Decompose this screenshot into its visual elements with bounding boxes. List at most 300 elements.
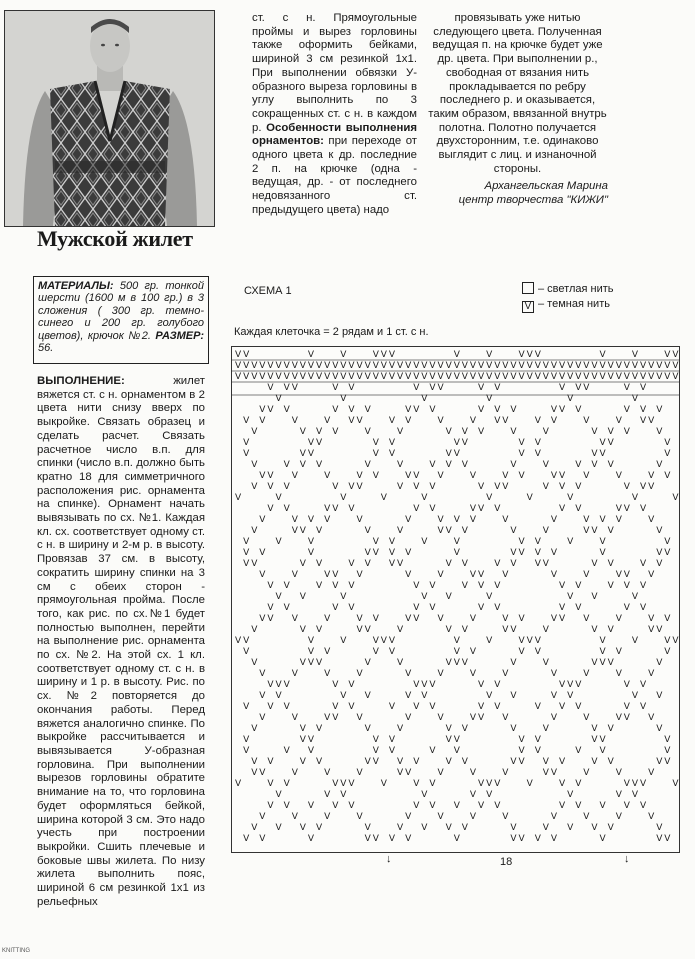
dark-thread-mark: V [542, 724, 549, 734]
dark-thread-mark: V [251, 559, 258, 569]
dark-thread-mark: V [364, 460, 371, 470]
dark-thread-mark: V [251, 460, 258, 470]
dark-thread-mark: V [413, 581, 420, 591]
dark-thread-mark: V [291, 669, 298, 679]
dark-thread-mark: V [599, 636, 606, 646]
dark-thread-mark: V [445, 592, 452, 602]
dark-thread-mark: V [550, 361, 558, 371]
dark-thread-mark: V [623, 383, 630, 393]
dark-thread-mark: V [429, 504, 436, 514]
dark-thread-mark: V [631, 350, 639, 360]
dark-thread-mark: V [648, 416, 655, 426]
dark-thread-mark: V [640, 680, 647, 690]
dark-thread-mark: V [486, 592, 493, 602]
dark-thread-mark: V [550, 834, 558, 844]
dark-thread-mark: V [575, 746, 582, 756]
dark-thread-mark: V [518, 350, 525, 360]
dark-thread-mark: V [542, 658, 549, 668]
dark-thread-mark: V [502, 515, 509, 525]
dark-thread-mark: V [640, 581, 647, 591]
dark-thread-mark: V [486, 790, 493, 800]
dark-thread-mark: V [388, 361, 396, 371]
dark-thread-mark: V [534, 372, 541, 382]
dark-thread-mark: V [364, 724, 371, 734]
dark-thread-mark: V [397, 460, 404, 470]
dark-thread-mark: V [332, 372, 339, 382]
dark-thread-mark: V [615, 515, 622, 525]
dark-thread-mark: V [332, 482, 339, 492]
dark-thread-mark: V [267, 702, 274, 712]
dark-thread-mark: V [461, 823, 468, 833]
dark-thread-mark: V [534, 834, 541, 844]
dark-thread-mark: V [526, 636, 533, 646]
dark-thread-mark: V [599, 449, 606, 459]
dark-thread-mark: V [534, 438, 541, 448]
dark-thread-mark: V [299, 559, 306, 569]
dark-thread-mark: V [421, 823, 428, 833]
dark-thread-mark: V [599, 834, 606, 844]
dark-thread-mark: V [510, 834, 517, 844]
dark-thread-mark: V [534, 548, 541, 558]
dark-thread-mark: V [348, 361, 355, 371]
dark-thread-mark: V [461, 625, 468, 635]
dark-thread-mark: V [559, 614, 566, 624]
dark-thread-mark: V [510, 372, 517, 382]
dark-thread-mark: V [388, 636, 396, 646]
dark-thread-mark: V [648, 482, 655, 492]
dark-thread-mark: V [591, 625, 598, 635]
knitting-scheme-grid [231, 346, 680, 853]
dark-thread-mark: V [640, 779, 647, 789]
dark-thread-mark: V [494, 383, 501, 393]
dark-thread-mark: V [324, 768, 331, 778]
dark-thread-mark: V [340, 592, 347, 602]
dark-thread-mark: V [388, 350, 396, 360]
dark-thread-mark: V [469, 504, 477, 514]
dark-thread-mark: V [607, 526, 614, 536]
dark-thread-mark: V [486, 394, 493, 404]
dark-thread-mark: V [275, 691, 282, 701]
dark-thread-mark: V [518, 361, 525, 371]
dark-thread-mark: V [332, 702, 339, 712]
dark-thread-mark: V [259, 570, 266, 580]
dark-thread-mark: V [332, 603, 339, 613]
dark-thread-mark: V [583, 713, 590, 723]
execution-text [37, 375, 205, 909]
dark-thread-mark: V [615, 790, 622, 800]
size-value: 56. [38, 342, 54, 355]
dark-thread-mark: V [494, 603, 501, 613]
dark-thread-mark: V [324, 790, 331, 800]
dark-thread-mark: V [664, 438, 671, 448]
dark-thread-mark: V [453, 735, 460, 745]
dark-thread-mark: V [445, 361, 452, 371]
dark-thread-mark: V [251, 625, 258, 635]
dark-thread-mark: V [623, 372, 630, 382]
dark-thread-mark: V [388, 746, 396, 756]
dark-thread-mark: V [502, 625, 509, 635]
dark-thread-mark: V [453, 372, 460, 382]
dark-thread-mark: V [486, 372, 493, 382]
dark-thread-mark: V [664, 361, 671, 371]
dark-thread-mark: V [251, 724, 258, 734]
dark-thread-mark: V [542, 482, 549, 492]
dark-thread-mark: V [453, 647, 460, 657]
dark-thread-mark: V [421, 592, 428, 602]
dark-thread-mark: V [316, 757, 323, 767]
dark-thread-mark: V [502, 669, 509, 679]
dark-thread-mark: V [575, 361, 582, 371]
column-2-text [252, 12, 417, 218]
dark-thread-mark: V [356, 515, 363, 525]
dark-thread-mark: V [559, 702, 566, 712]
dark-thread-mark: V [494, 801, 501, 811]
dark-thread-mark: V [583, 526, 590, 536]
dark-thread-mark: V [364, 548, 371, 558]
dark-thread-mark: V [291, 361, 298, 371]
dark-thread-mark: V [267, 471, 274, 481]
dark-thread-mark: V [550, 515, 558, 525]
dark-thread-mark: V [388, 449, 396, 459]
dark-thread-mark: V [567, 823, 574, 833]
dark-thread-mark: V [259, 471, 266, 481]
dark-thread-mark: V [664, 746, 671, 756]
scheme-title: СХЕМА 1 [244, 285, 292, 297]
dark-thread-mark: V [348, 603, 355, 613]
dark-thread-mark: V [591, 449, 598, 459]
dark-thread-mark: V [332, 779, 339, 789]
dark-thread-mark: V [429, 361, 436, 371]
dark-thread-mark: V [478, 603, 485, 613]
dark-thread-mark: V [388, 416, 396, 426]
dark-thread-mark: V [567, 592, 574, 602]
dark-thread-mark: V [413, 383, 420, 393]
dark-thread-mark: V [542, 823, 549, 833]
legend-light [522, 282, 613, 295]
dark-thread-mark: V [324, 372, 331, 382]
dark-thread-mark: V [235, 636, 242, 646]
dark-thread-mark: V [656, 405, 663, 415]
dark-thread-mark: V [324, 416, 331, 426]
dark-thread-mark: V [583, 515, 590, 525]
dark-thread-mark: V [429, 460, 436, 470]
dark-thread-mark: V [413, 504, 420, 514]
dark-thread-mark: V [299, 449, 306, 459]
dark-thread-mark: V [307, 658, 315, 668]
dark-thread-mark: V [283, 372, 290, 382]
dark-thread-mark: V [437, 570, 444, 580]
dark-thread-mark: V [340, 372, 347, 382]
dark-thread-mark: V [607, 361, 614, 371]
dark-thread-mark: V [478, 801, 485, 811]
dark-thread-mark: V [591, 361, 598, 371]
dark-thread-mark: V [631, 779, 639, 789]
dark-thread-mark: V [429, 680, 436, 690]
dark-thread-mark: V [291, 372, 298, 382]
dark-thread-mark: V [656, 834, 663, 844]
dark-thread-mark: V [397, 625, 404, 635]
dark-thread-mark: V [656, 548, 663, 558]
dark-thread-mark: V [332, 427, 339, 437]
dark-thread-mark: V [453, 746, 460, 756]
dark-thread-mark: V [664, 614, 671, 624]
dark-thread-mark: V [656, 757, 663, 767]
ornament-notes-heading: Особенности выполнения орнаментов: [252, 121, 418, 148]
light-box-icon [522, 282, 534, 294]
dark-thread-mark: V [291, 614, 298, 624]
dark-thread-mark: V [283, 746, 290, 756]
dark-thread-mark: V [243, 537, 250, 547]
dark-thread-mark: V [380, 493, 387, 503]
dark-thread-mark: V [372, 834, 379, 844]
dark-thread-mark: V [356, 614, 363, 624]
dark-thread-mark: V [324, 812, 331, 822]
dark-thread-mark: V [486, 493, 493, 503]
size-label: РАЗМЕР: [155, 329, 204, 342]
dark-thread-mark: V [372, 537, 379, 547]
dark-thread-mark: V [421, 394, 428, 404]
dark-thread-mark: V [307, 834, 315, 844]
dark-thread-mark: V [243, 548, 250, 558]
author-name: Архангельская Марина [484, 180, 608, 193]
dark-thread-mark: V [356, 416, 363, 426]
dark-thread-mark: V [567, 394, 574, 404]
dark-thread-mark: V [259, 768, 266, 778]
dark-thread-mark: V [243, 647, 250, 657]
dark-thread-mark: V [291, 812, 298, 822]
dark-thread-mark: V [623, 713, 630, 723]
dark-thread-mark: V [518, 449, 525, 459]
dark-thread-mark: V [380, 636, 387, 646]
dark-thread-mark: V [348, 416, 355, 426]
dark-thread-mark: V [283, 779, 290, 789]
dark-thread-mark: V [405, 471, 412, 481]
dark-thread-mark: V [307, 647, 315, 657]
dark-thread-mark: V [542, 460, 549, 470]
dark-thread-mark: V [388, 438, 396, 448]
dark-thread-mark: V [356, 768, 363, 778]
dark-thread-mark: V [453, 438, 460, 448]
dark-thread-mark: V [615, 372, 622, 382]
dark-thread-mark: V [648, 625, 655, 635]
dark-thread-mark: V [550, 614, 558, 624]
dark-thread-mark: V [364, 405, 371, 415]
dark-thread-mark: V [510, 559, 517, 569]
dark-thread-mark: V [656, 361, 663, 371]
dark-thread-mark: V [575, 405, 582, 415]
dark-thread-mark: V [275, 592, 282, 602]
dark-thread-mark: V [388, 372, 396, 382]
dark-thread-mark: V [372, 548, 379, 558]
dark-thread-mark: V [429, 702, 436, 712]
dark-thread-mark: V [599, 658, 606, 668]
dark-thread-mark: V [648, 768, 655, 778]
dark-thread-mark: V [583, 471, 590, 481]
dark-thread-mark: V [429, 372, 436, 382]
dark-thread-mark: V [453, 350, 460, 360]
author [427, 180, 608, 207]
dark-thread-mark: V [607, 372, 614, 382]
page-number: 18 [500, 856, 513, 868]
dark-thread-mark: V [405, 691, 412, 701]
dark-thread-mark: V [664, 636, 671, 646]
dark-thread-mark: V [429, 603, 436, 613]
dark-thread-mark: V [550, 570, 558, 580]
dark-thread-mark: V [372, 746, 379, 756]
dark-thread-mark: V [648, 361, 655, 371]
dark-thread-mark: V [640, 702, 647, 712]
dark-thread-mark: V [518, 548, 525, 558]
dark-thread-mark: V [502, 416, 509, 426]
dark-thread-mark: V [615, 812, 622, 822]
dark-thread-mark: V [251, 658, 258, 668]
dark-thread-mark: V [510, 625, 517, 635]
dark-thread-mark: V [372, 361, 379, 371]
dark-thread-mark: V [324, 713, 331, 723]
dark-thread-mark: V [397, 559, 404, 569]
dark-thread-mark: V [640, 482, 647, 492]
dark-thread-mark: V [316, 581, 323, 591]
dark-thread-mark: V [405, 570, 412, 580]
dark-thread-mark: V [664, 471, 671, 481]
dark-thread-mark: V [291, 416, 298, 426]
dark-thread-mark: V [478, 361, 485, 371]
dark-thread-mark: V [623, 570, 630, 580]
dark-thread-mark: V [502, 768, 509, 778]
dark-thread-mark: V [259, 614, 266, 624]
dark-thread-mark: V [486, 779, 493, 789]
dark-thread-mark: V [461, 460, 468, 470]
dark-thread-mark: V [348, 581, 355, 591]
dark-thread-mark: V [307, 449, 315, 459]
dark-thread-mark: V [453, 636, 460, 646]
dark-thread-mark: V [502, 812, 509, 822]
dark-thread-mark: V [469, 570, 477, 580]
dark-thread-mark: V [583, 614, 590, 624]
dark-thread-mark: V [380, 779, 387, 789]
dark-thread-mark: V [291, 471, 298, 481]
dark-thread-mark: V [599, 515, 606, 525]
dark-thread-mark: V [267, 361, 274, 371]
dark-thread-mark: V [510, 427, 517, 437]
dark-thread-mark: V [583, 768, 590, 778]
dark-thread-mark: V [332, 383, 339, 393]
dark-thread-mark: V [259, 372, 266, 382]
dark-thread-mark: V [453, 449, 460, 459]
dark-thread-mark: V [656, 658, 663, 668]
dark-thread-mark: V [478, 570, 485, 580]
dark-thread-mark: V [413, 482, 420, 492]
dark-thread-mark: V [348, 482, 355, 492]
dark-thread-mark: V [672, 779, 679, 789]
column2-text1: ст. с н. Прямоугольные проймы и вырез горловины также оформить бейками, шириной 3 см резинкой 1х1. При выполнении обвязки У-образного выреза горловины в углу выполнить по 3 сокращенных ст. с н. в каждом р. [252, 12, 417, 134]
dark-thread-mark: V [437, 416, 444, 426]
dark-thread-mark: V [356, 812, 363, 822]
dark-thread-mark: V [364, 658, 371, 668]
dark-thread-mark: V [316, 625, 323, 635]
dark-thread-mark: V [567, 493, 574, 503]
dark-thread-mark: V [542, 768, 549, 778]
dark-thread-mark: V [664, 548, 671, 558]
dark-thread-mark: V [494, 405, 501, 415]
dark-thread-mark: V [591, 526, 598, 536]
dark-thread-mark: V [340, 493, 347, 503]
dark-thread-mark: V [251, 482, 258, 492]
dark-thread-mark: V [559, 361, 566, 371]
dark-thread-mark: V [640, 603, 647, 613]
dark-thread-mark: V [348, 372, 355, 382]
dark-thread-mark: V [518, 614, 525, 624]
dark-thread-mark: V [251, 361, 258, 371]
dark-thread-mark: V [453, 834, 460, 844]
dark-thread-mark: V [518, 471, 525, 481]
dark-thread-mark: V [316, 438, 323, 448]
dark-thread-mark: V [316, 658, 323, 668]
dark-thread-mark: V [275, 537, 282, 547]
column3-text: провязывать уже нитью следующего цвета. Полученная ведущая п. на крючке будет уже др. цвета. При выполнении р., свободная от вязания нить прокладывается по ребру последнего р. и оказывается, таким образом, ввязанной внутрь полотна. Полотно получается двухсторонним, т.е. одинаково выглядит с лиц. и изнаночной стороны. [428, 12, 607, 175]
dark-thread-mark: V [469, 647, 477, 657]
dark-thread-mark: V [445, 526, 452, 536]
dark-thread-mark: V [397, 757, 404, 767]
dark-thread-mark: V [583, 361, 590, 371]
dark-thread-mark: V [235, 372, 242, 382]
dark-thread-mark: V [348, 702, 355, 712]
dark-thread-mark: V [575, 801, 582, 811]
dark-thread-mark: V [324, 471, 331, 481]
dark-thread-mark: V [631, 361, 639, 371]
column-3-text [427, 12, 608, 208]
dark-thread-mark: V [437, 713, 444, 723]
dark-thread-mark: V [243, 361, 250, 371]
dark-thread-mark: V [372, 372, 379, 382]
dark-thread-mark: V [445, 724, 452, 734]
dark-thread-mark: V [494, 779, 501, 789]
dark-thread-mark: V [307, 735, 315, 745]
dark-thread-mark: V [615, 361, 622, 371]
dark-thread-mark: V [259, 812, 266, 822]
dark-thread-mark: V [640, 504, 647, 514]
dark-thread-mark: V [243, 559, 250, 569]
dark-thread-mark: V [316, 372, 323, 382]
dark-thread-mark: V [291, 768, 298, 778]
dark-thread-mark: V [243, 449, 250, 459]
dark-thread-mark: V [348, 504, 355, 514]
dark-thread-mark: V [356, 625, 363, 635]
dark-thread-mark: V [267, 603, 274, 613]
dark-thread-mark: V [413, 801, 420, 811]
dark-thread-mark: V [364, 427, 371, 437]
dark-thread-mark: V [299, 735, 306, 745]
dark-thread-mark: V [656, 460, 663, 470]
dark-thread-mark: V [413, 372, 420, 382]
dark-thread-mark: V [243, 416, 250, 426]
dark-thread-mark: V [316, 823, 323, 833]
dark-thread-mark: V [299, 592, 306, 602]
dark-thread-mark: V [607, 460, 614, 470]
dark-thread-mark: V [469, 669, 477, 679]
dark-thread-mark: V [316, 460, 323, 470]
dark-thread-mark: V [631, 493, 639, 503]
dark-thread-mark: V [356, 361, 363, 371]
dark-thread-mark: V [461, 757, 468, 767]
dark-thread-mark: V [445, 735, 452, 745]
dark-thread-mark: V [405, 361, 412, 371]
dark-thread-mark: V [340, 394, 347, 404]
dark-thread-mark: V [251, 757, 258, 767]
dark-thread-mark: V [664, 537, 671, 547]
dark-thread-mark: V [664, 372, 671, 382]
dark-thread-mark: V [502, 713, 509, 723]
